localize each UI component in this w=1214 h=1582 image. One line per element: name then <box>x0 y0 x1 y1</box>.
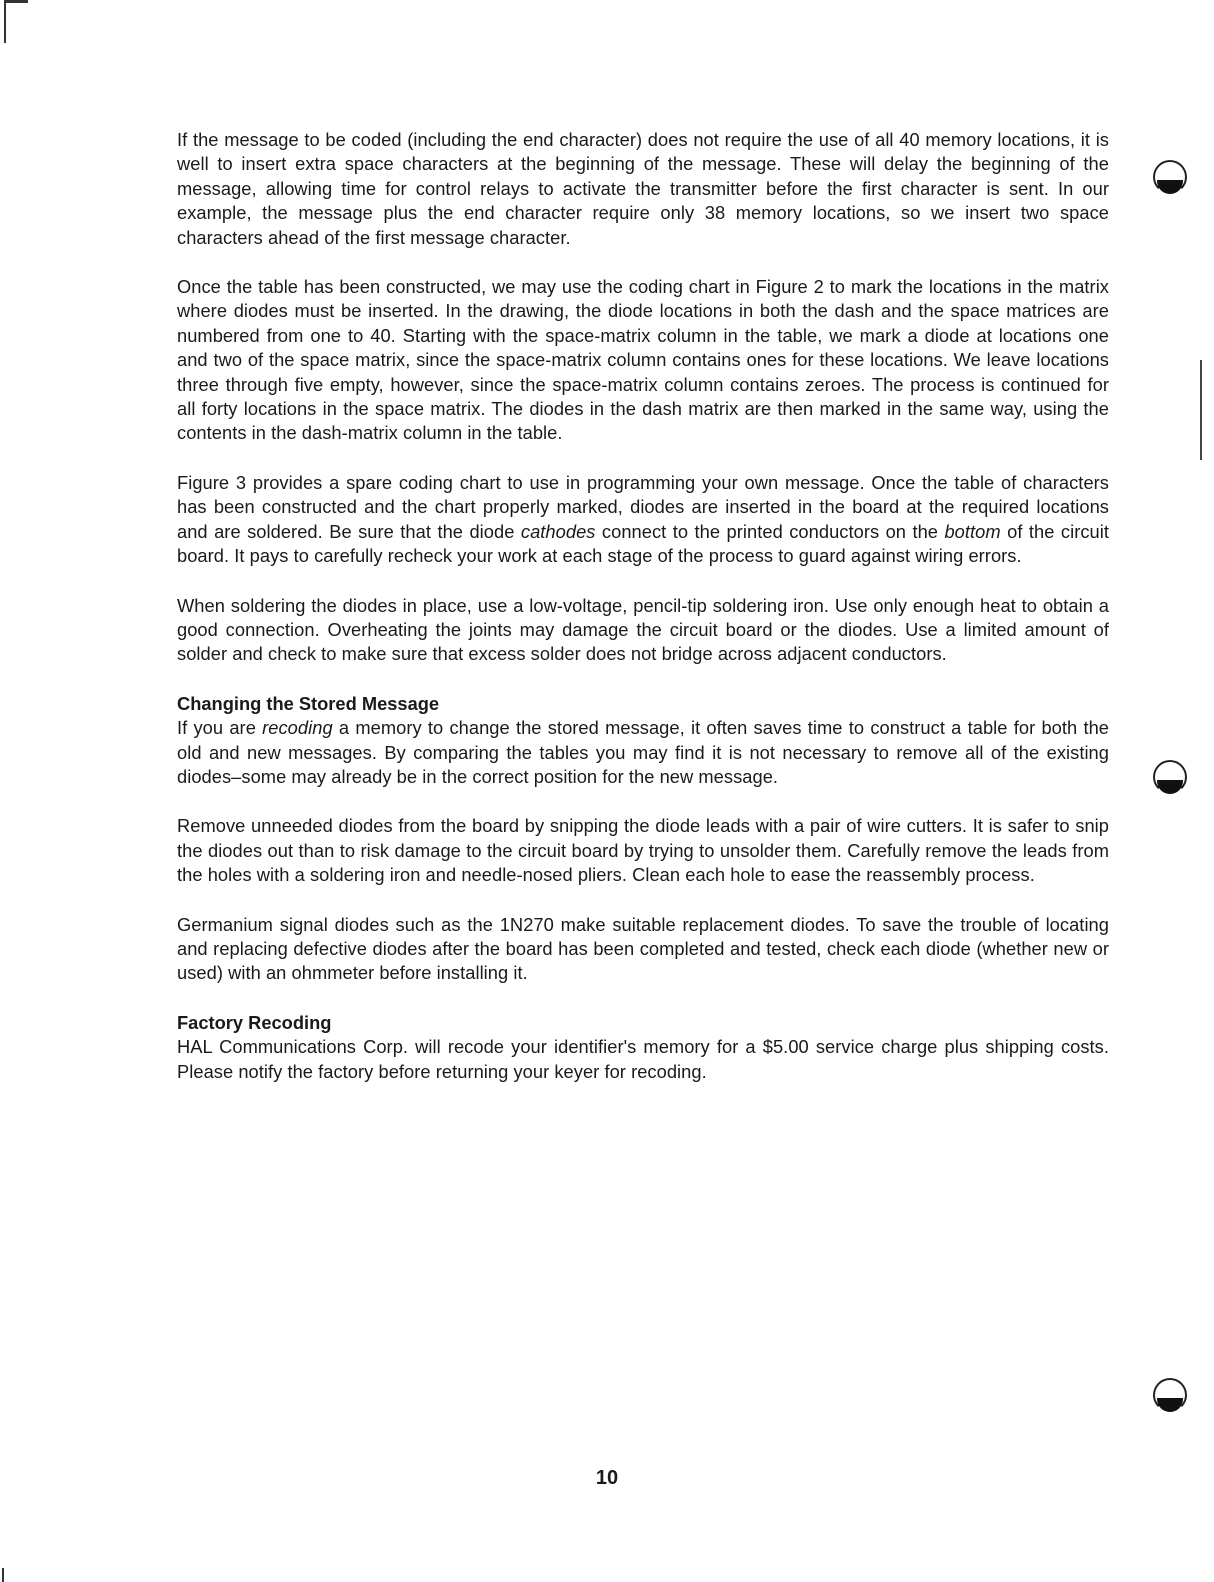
binder-hole-icon <box>1153 1378 1187 1412</box>
emphasis-recoding: recoding <box>262 717 333 739</box>
text-run: Figure 3 provides a spare coding chart to use in programming your own message. Once the table of characters has been constructed and the chart properly marked, diodes are inserted in the board at the required locations and are soldered. Be sure that the diode <box>177 471 1109 542</box>
heading-factory-recoding: Factory Recoding <box>177 1011 332 1033</box>
scan-corner-mark <box>4 0 28 43</box>
paragraph-factory-recoding: HAL Communications Corp. will recode your identifier's memory for a $5.00 service charge plus shipping costs. Please notify the factory before returning your keyer for recoding. <box>177 1036 1109 1082</box>
paragraph-soldering: When soldering the diodes in place, use a low-voltage, pencil-tip soldering iron. Use only enough heat to obtain a good connection. Overheating the joints may damage the circuit board or the diodes. Use a limited amount of solder and check to make sure that excess solder does not bridge across adjacent conductors. <box>177 594 1109 665</box>
binder-hole-icon <box>1153 760 1187 794</box>
body-text <box>177 128 1109 1109</box>
page-number: 10 <box>595 1467 619 1489</box>
emphasis-cathodes: cathodes <box>520 520 596 542</box>
heading-changing-message: Changing the Stored Message <box>177 692 440 714</box>
paragraph-germanium-diodes: Germanium signal diodes such as the 1N270 make suitable replacement diodes. To save the trouble of locating and replacing defective diodes after the board has been completed and tested, check each diode (whether new or used) with an ohmmeter before installing it. <box>177 913 1109 984</box>
text-run: a memory to change the stored message, it often saves time to construct a table for both the old and new messages. By comparing the tables you may find it is not necessary to remove all of the existing diodes–some may already be in the correct position for the new message. <box>177 717 1110 787</box>
paragraph-spare-chart <box>177 471 1109 569</box>
scan-bottom-mark <box>2 1568 16 1582</box>
paragraph-space-characters: If the message to be coded (including the end character) does not require the use of all 40 memory locations, it is well to insert extra space characters at the beginning of the message. These will delay the beginning of the message, allowing time for control relays to activate the transmitter before the first character is sent. In our example, the message plus the end character require only 38 memory locations, so we insert two space characters ahead of the first message character. <box>177 129 1109 248</box>
emphasis-bottom: bottom <box>944 520 1001 542</box>
text-run: If you are <box>177 717 263 739</box>
text-run: of the circuit board. It pays to carefully recheck your work at each stage of the process to guard against wiring errors. <box>177 520 1109 567</box>
binder-hole-icon <box>1153 160 1187 194</box>
text-run: connect to the printed conductors on the <box>595 520 945 542</box>
paragraph-recoding <box>177 716 1109 789</box>
scan-edge-mark <box>1200 360 1202 460</box>
paragraph-remove-diodes: Remove unneeded diodes from the board by snipping the diode leads with a pair of wire cutters. It is safer to snip the diodes out than to risk damage to the circuit board by trying to unsolder them. Carefully remove the leads from the holes with a soldering iron and needle-nosed pliers. Clean each hole to ease the reassembly process. <box>177 815 1109 886</box>
paragraph-coding-chart: Once the table has been constructed, we may use the coding chart in Figure 2 to mark the locations in the matrix where diodes must be inserted. In the drawing, the diode locations in both the dash and the space matrices are numbered from one to 40. Starting with the space-matrix column in the table, we mark a diode at locations one and two of the space matrix, since the space-matrix column contains ones for these locations. We leave locations three through five empty, however, since the space-matrix column contains zeroes. The process is continued for all forty locations in the space matrix. The diodes in the dash matrix are then marked in the same way, using the contents in the dash-matrix column in the table. <box>177 276 1109 444</box>
